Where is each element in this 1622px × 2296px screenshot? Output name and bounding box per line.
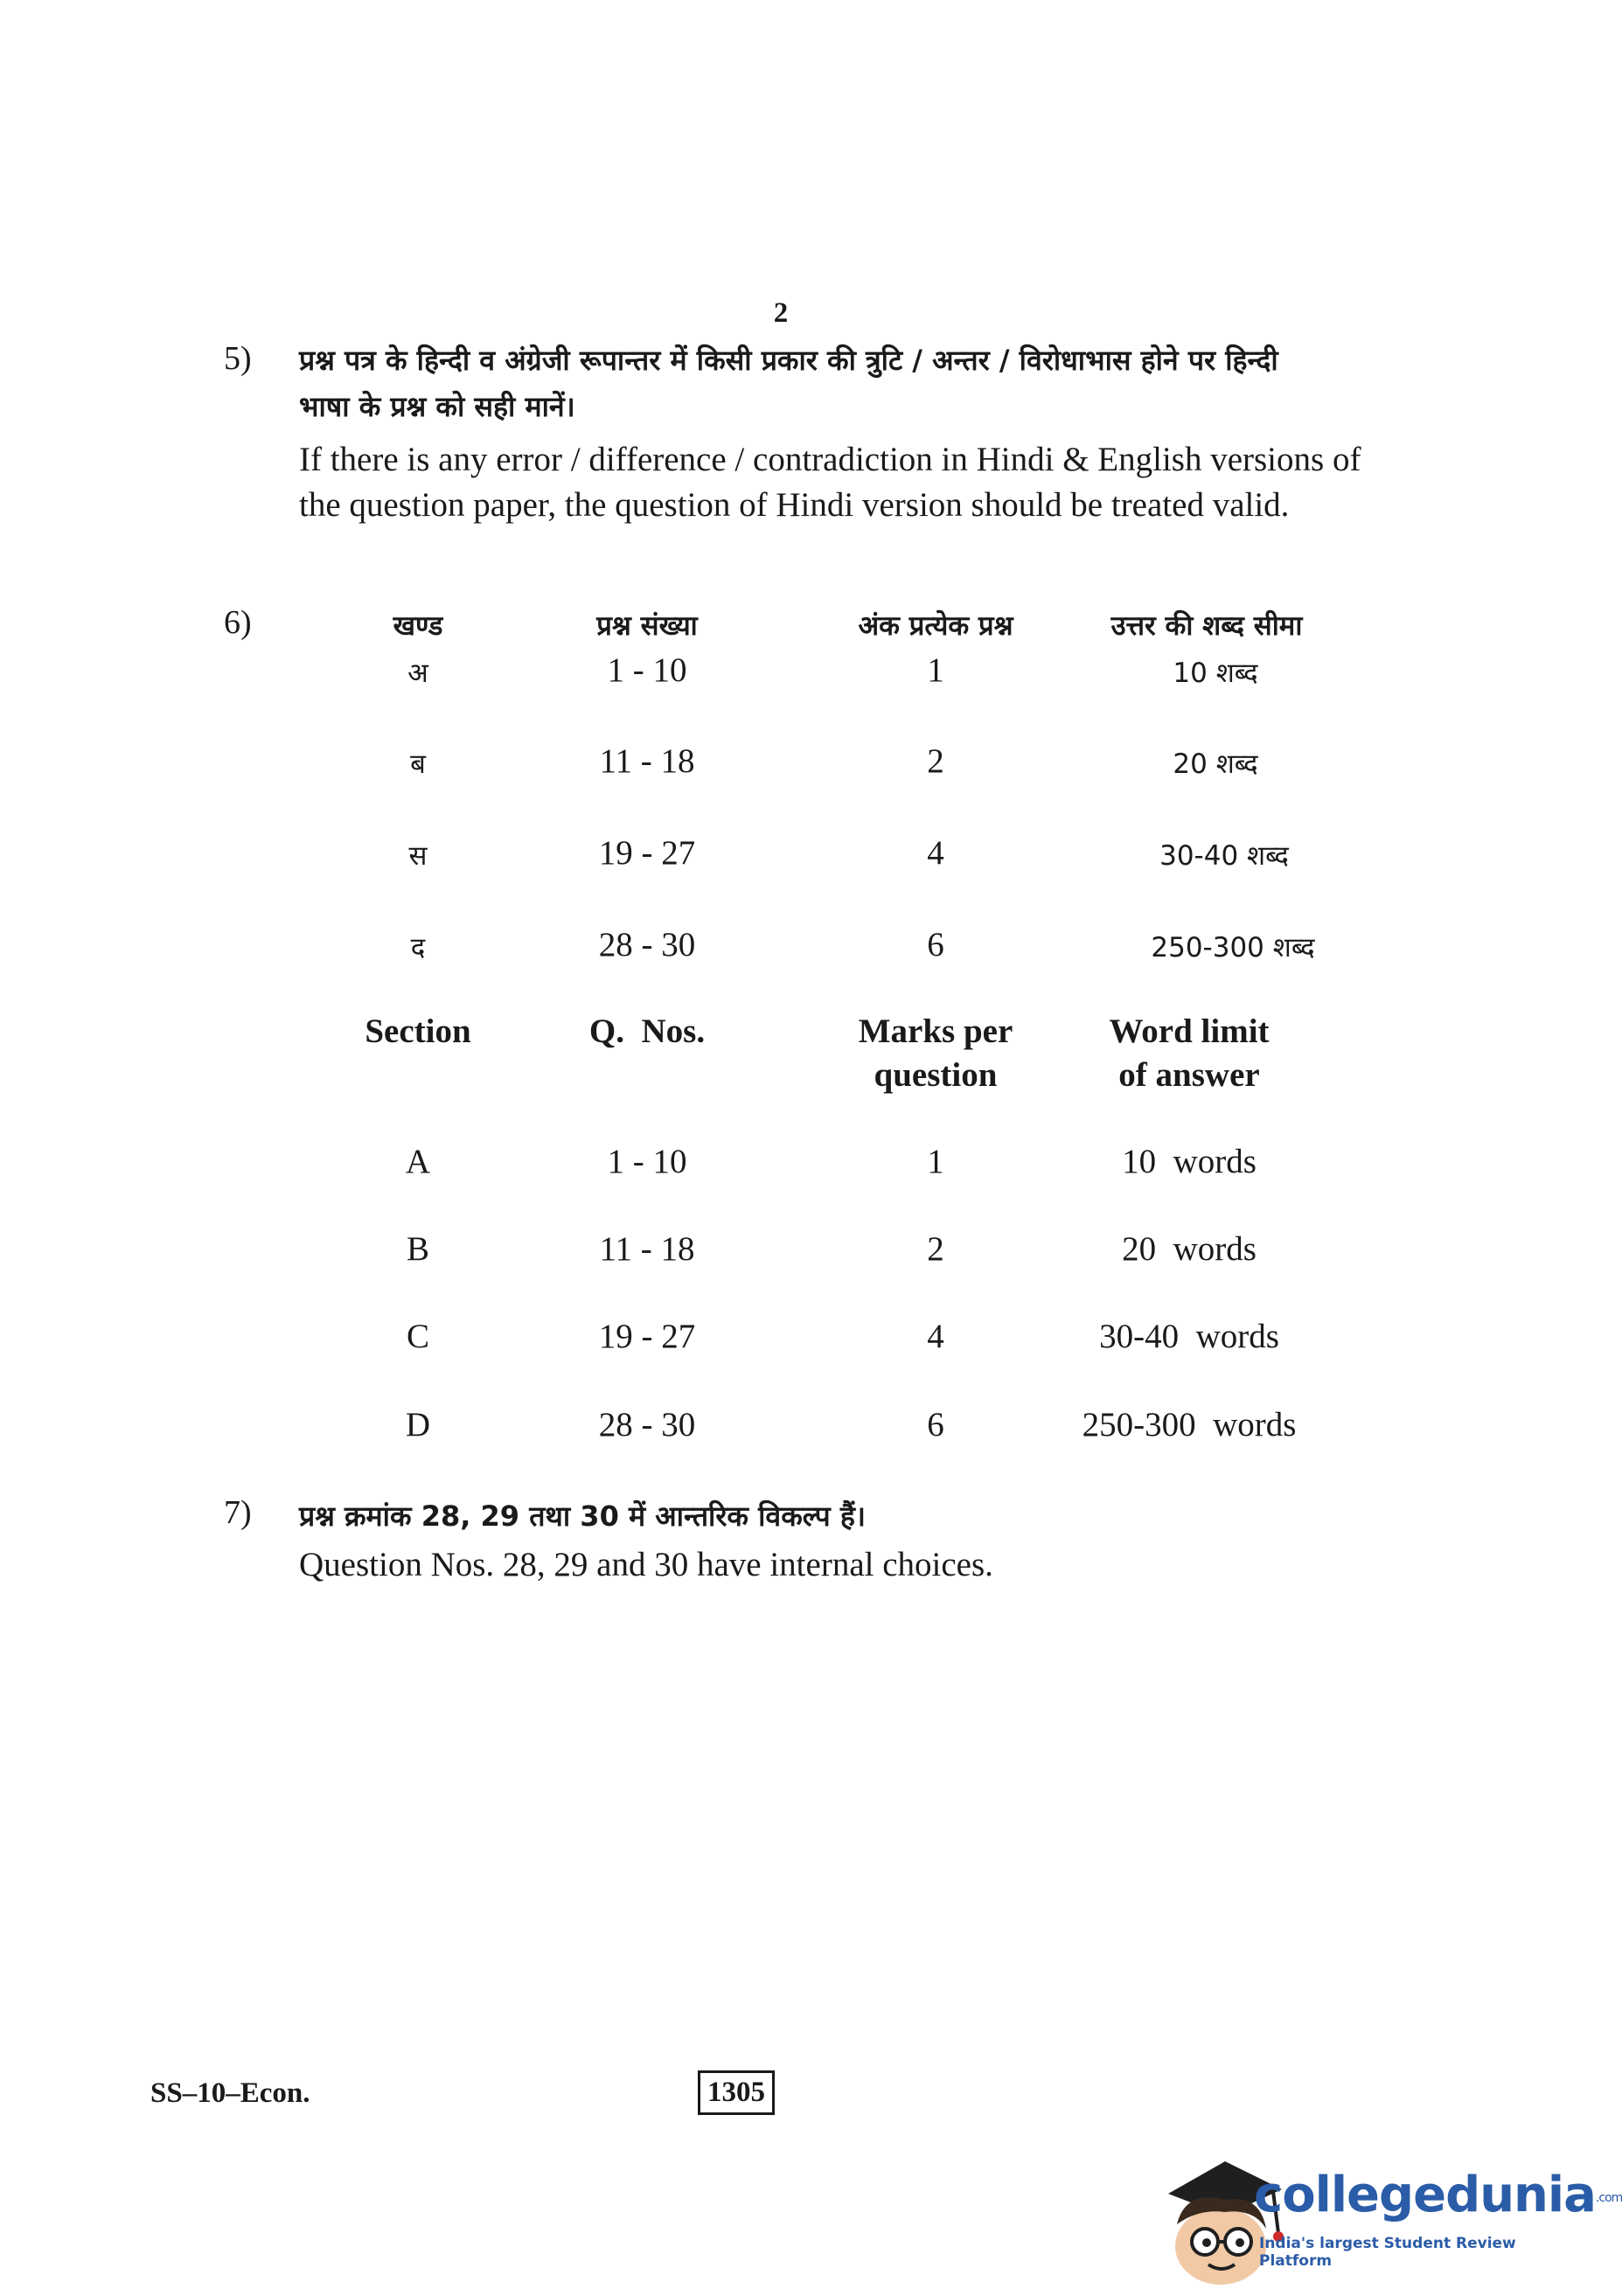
english-row-4-qnos: 28 - 30 xyxy=(598,1406,696,1444)
hindi-row-4-marks: 6 xyxy=(927,926,944,964)
watermark-brand xyxy=(1254,2167,1622,2223)
english-row-3-section: C xyxy=(406,1318,429,1355)
english-row-3-qnos: 19 - 27 xyxy=(598,1318,696,1355)
hindi-row-3-marks: 4 xyxy=(927,834,944,872)
question-5-hindi-line2: भाषा के प्रश्न को सही मानें। xyxy=(299,390,575,423)
footer-page-code: 1305 xyxy=(698,2070,775,2115)
hindi-row-1-marks: 1 xyxy=(927,651,944,689)
question-7-hindi: प्रश्न क्रमांक 28, 29 तथा 30 में आन्तरिक विकल्प हैं। xyxy=(299,1499,866,1533)
english-header-section-line1: Section xyxy=(365,1012,471,1050)
english-row-4-wordlimit: 250-300 words xyxy=(1082,1406,1297,1444)
hindi-header-qnos: प्रश्न संख्या xyxy=(596,610,698,642)
hindi-row-1-wordlimit: 10 शब्द xyxy=(1173,657,1258,689)
english-row-3-marks: 4 xyxy=(927,1318,944,1355)
hindi-row-2-marks: 2 xyxy=(927,742,944,780)
hindi-row-2-qnos: 11 - 18 xyxy=(599,742,695,780)
english-header-qnos-line1: Q. Nos. xyxy=(588,1012,706,1050)
english-row-2-qnos: 11 - 18 xyxy=(599,1230,695,1268)
hindi-row-1-qnos: 1 - 10 xyxy=(607,651,687,689)
english-header-marks xyxy=(804,1010,1067,1097)
page-number: 2 xyxy=(773,297,789,329)
question-5-number: 5) xyxy=(224,340,252,377)
english-row-1-marks: 1 xyxy=(927,1143,944,1180)
question-6-number: 6) xyxy=(224,604,252,641)
english-header-wordlimit xyxy=(1049,1010,1329,1097)
english-row-2-wordlimit: 20 words xyxy=(1122,1230,1257,1268)
english-row-3-wordlimit: 30-40 words xyxy=(1099,1318,1279,1355)
english-header-marks-line2: question xyxy=(874,1056,998,1094)
english-row-4-section: D xyxy=(405,1406,431,1444)
question-5-english-line1: If there is any error / difference / contradiction in Hindi & English versions of xyxy=(299,441,1361,478)
hindi-row-4-qnos: 28 - 30 xyxy=(598,926,696,964)
hindi-row-4-section: द xyxy=(410,932,426,964)
question-7-english: Question Nos. 28, 29 and 30 have internal choices. xyxy=(299,1546,993,1583)
english-header-wordlimit-line1: Word limit xyxy=(1109,1012,1270,1050)
english-header-wordlimit-line2: of answer xyxy=(1118,1056,1260,1094)
english-header-section xyxy=(331,1010,505,1054)
hindi-row-1-section: अ xyxy=(407,657,428,689)
watermark-tagline: India's largest Student Review Platform xyxy=(1259,2235,1516,2270)
watermark-brand-suffix: .com xyxy=(1595,2190,1622,2205)
hindi-row-3-section: स xyxy=(408,840,428,872)
english-header-qnos xyxy=(542,1010,752,1054)
english-row-1-section: A xyxy=(405,1143,431,1180)
hindi-row-2-section: ब xyxy=(410,748,426,780)
hindi-row-4-wordlimit: 250-300 शब्द xyxy=(1151,932,1315,964)
question-5-english-line2: the question paper, the question of Hindi version should be treated valid. xyxy=(299,486,1290,524)
hindi-header-wordlimit: उत्तर की शब्द सीमा xyxy=(1110,610,1303,642)
hindi-row-3-qnos: 19 - 27 xyxy=(598,834,696,872)
question-7-number: 7) xyxy=(224,1494,252,1531)
english-row-4-marks: 6 xyxy=(927,1406,944,1444)
footer-paper-code: SS–10–Econ. xyxy=(150,2077,310,2109)
hindi-row-2-wordlimit: 20 शब्द xyxy=(1173,748,1258,780)
english-row-1-wordlimit: 10 words xyxy=(1122,1143,1257,1180)
english-row-1-qnos: 1 - 10 xyxy=(607,1143,687,1180)
english-row-2-section: B xyxy=(406,1230,429,1268)
watermark-brand-name: collegedunia xyxy=(1254,2167,1596,2223)
question-5-hindi-line1: प्रश्न पत्र के हिन्दी व अंग्रेजी रूपान्तर में किसी प्रकार की त्रुटि / अन्तर / विरोधाभास होने पर हिन्दी xyxy=(299,344,1278,377)
hindi-header-section: खण्ड xyxy=(393,610,443,642)
hindi-header-marks: अंक प्रत्येक प्रश्न xyxy=(858,610,1013,642)
hindi-row-3-wordlimit: 30-40 शब्द xyxy=(1159,840,1289,872)
english-row-2-marks: 2 xyxy=(927,1230,944,1268)
english-header-marks-line1: Marks per xyxy=(858,1012,1013,1050)
